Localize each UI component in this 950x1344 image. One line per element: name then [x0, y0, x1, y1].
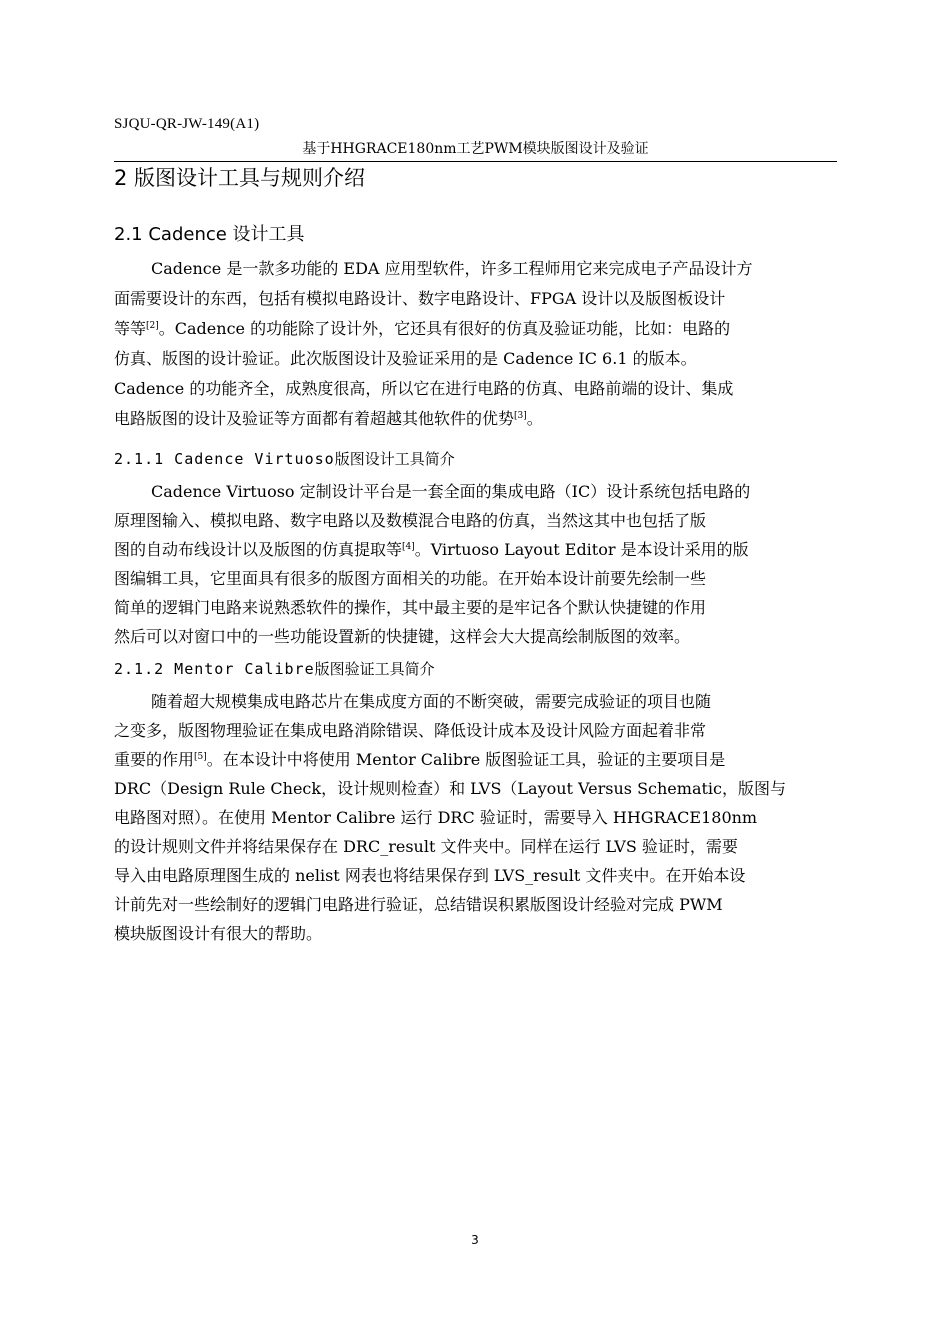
citation-marker: [2] [146, 321, 159, 331]
paragraph-line: 计前先对一些绘制好的逻辑门电路进行验证，总结错误积累版图设计经验对完成 PWM [114, 895, 723, 914]
paragraph-line: 重要的作用[5]。在本设计中将使用 Mentor Calibre 版图验证工具，验证的主要项目是 [114, 750, 726, 769]
running-header-title: 基于HHGRACE180nm工艺PWM模块版图设计及验证 [114, 138, 837, 162]
paragraph-line: Cadence Virtuoso 定制设计平台是一套全面的集成电路（IC）设计系统包括电路的 [151, 482, 751, 501]
citation-marker: [3] [514, 411, 527, 421]
paragraph-line: 模块版图设计有很大的帮助。 [114, 924, 323, 943]
citation-marker: [4] [402, 542, 415, 552]
paragraph-line: 原理图输入、模拟电路、数字电路以及数模混合电路的仿真，当然这其中也包括了版 [114, 511, 707, 530]
paragraph-line: 随着超大规模集成电路芯片在集成度方面的不断突破，需要完成验证的项目也随 [151, 692, 712, 711]
section-heading-2-1: 2.1 Cadence 设计工具 [114, 224, 305, 245]
paragraph-line: 导入由电路原理图生成的 nelist 网表也将结果保存到 LVS_result 文件夹中。在开始本设 [114, 866, 746, 885]
paragraph-line: DRC（Design Rule Check，设计规则检查）和 LVS（Layout Versus Schematic，版图与 [114, 779, 786, 798]
paragraph-cadence-intro [114, 254, 837, 434]
paragraph-line: Cadence 是一款多功能的 EDA 应用型软件，许多工程师用它来完成电子产品设计方 [151, 259, 753, 278]
paragraph-line: 图的自动布线设计以及版图的仿真提取等[4]。Virtuoso Layout Editor 是本设计采用的版 [114, 540, 749, 559]
paragraph-line: Cadence 的功能齐全，成熟度很高，所以它在进行电路的仿真、电路前端的设计、集成 [114, 379, 734, 398]
paragraph-line: 的设计规则文件并将结果保存在 DRC_result 文件夹中。同样在运行 LVS 验证时，需要 [114, 837, 738, 856]
section-heading-2-1-1: 2.1.1 Cadence Virtuoso版图设计工具简介 [114, 450, 455, 468]
paragraph-line: 电路图对照）。在使用 Mentor Calibre 运行 DRC 验证时，需要导入 HHGRACE180nm [114, 808, 758, 827]
paragraph-line: 仿真、版图的设计验证。此次版图设计及验证采用的是 Cadence IC 6.1 的版本。 [114, 349, 697, 368]
paragraph-line: 然后可以对窗口中的一些功能设置新的快捷键，这样会大大提高绘制版图的效率。 [114, 627, 691, 646]
paragraph-line: 面需要设计的东西，包括有模拟电路设计、数字电路设计、FPGA 设计以及版图板设计 [114, 289, 726, 308]
paragraph-virtuoso [114, 477, 837, 651]
paragraph-line: 图编辑工具，它里面具有很多的版图方面相关的功能。在开始本设计前要先绘制一些 [114, 569, 707, 588]
paragraph-line: 之变多，版图物理验证在集成电路消除错误、降低设计成本及设计风险方面起着非常 [114, 721, 707, 740]
document-code: SJQU-QR-JW-149(A1) [114, 116, 260, 132]
chapter-title: 2 版图设计工具与规则介绍 [114, 166, 366, 190]
section-heading-2-1-2: 2.1.2 Mentor Calibre版图验证工具简介 [114, 660, 435, 678]
paragraph-line: 简单的逻辑门电路来说熟悉软件的操作，其中最主要的是牢记各个默认快捷键的作用 [114, 598, 707, 617]
page-number: 3 [471, 1233, 479, 1247]
paragraph-calibre [114, 687, 837, 948]
paragraph-line: 电路版图的设计及验证等方面都有着超越其他软件的优势[3]。 [114, 409, 543, 428]
paragraph-line: 等等[2]。Cadence 的功能除了设计外，它还具有很好的仿真及验证功能，比如：电路的 [114, 319, 731, 338]
citation-marker: [5] [194, 752, 207, 762]
